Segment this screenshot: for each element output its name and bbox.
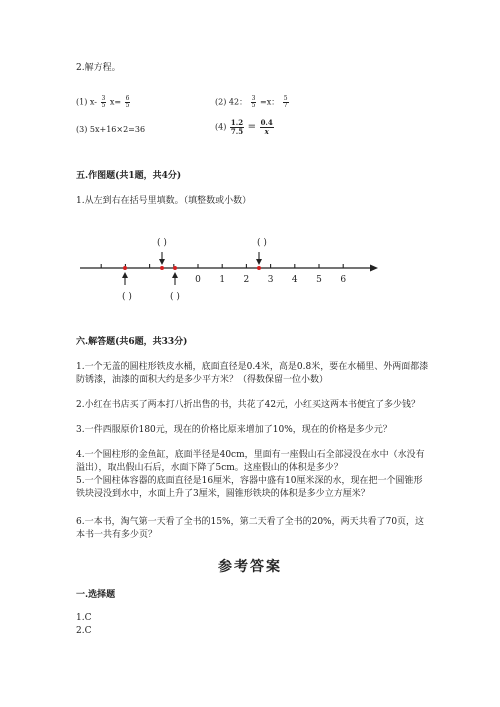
equation-4-fraction-2: $\frac{0.4}{x}$ [260, 118, 273, 136]
number-line-labels [195, 275, 346, 285]
equation-1-label: (1) [76, 97, 88, 107]
problem-5: 5.一个圆柱体容器的底面直径是16厘米，容器中盛有10厘米深的水，现在把一个圆锥形铁块浸没到水中，水面上升了3厘米，圆锥形铁块的体积是多少立方厘米？ [76, 476, 423, 499]
tick-label: 2 [243, 275, 250, 285]
equation-2-fraction-1: $\frac{3}{5}$ [251, 95, 256, 109]
point-marker [123, 266, 127, 270]
equation-3-expression: 5x+16×2=36 [89, 125, 146, 134]
equation-2-label: (2) [215, 97, 227, 107]
equation-4-fraction-1: $\frac{1.2}{7.5}$ [230, 118, 244, 136]
equation-heading: 2.解方程。 [76, 63, 121, 73]
arrow-down [159, 252, 165, 265]
arrow-up [122, 272, 128, 285]
arrow-down [256, 252, 262, 265]
problem-2: 2.小红在书店买了两本打八折出售的书，共花了42元，小红买这两本书便宜了多少钱？ [76, 400, 421, 410]
equation-4-equals: = [247, 121, 257, 133]
point-marker [257, 266, 261, 270]
equation-2-part-b: =x： [260, 97, 280, 107]
problem-6: 6.一本书，淘气第一天看了全书的15%，第二天看了全书的20%，两天共看了70页，这本书一共有多少页？ [76, 517, 425, 540]
answer-1: 1.C [76, 613, 92, 623]
answer-2: 2.C [76, 626, 92, 636]
tick-label: 4 [291, 275, 298, 285]
axis-arrowhead [370, 265, 378, 272]
blank-parentheses: ( ) [122, 292, 132, 302]
problem-1: 1.一个无盖的圆柱形铁皮水桶，底面直径是0.4米，高是0.8米，要在水桶里、外两面都漆防锈漆，油漆的面积大约是多少平方米？（得数保留一位小数） [76, 362, 429, 385]
section-5-question-1: 1.从左到右在括号里填数。（填整数或小数） [76, 196, 252, 206]
point-marker [173, 266, 177, 270]
tick-label: 0 [195, 275, 201, 285]
answer-key-title: 参考答案 [218, 559, 282, 575]
equation-2-part-a: 42： [228, 97, 248, 107]
section-6-title: 六.解答题(共6题，共33分) [76, 337, 188, 347]
equation-1-fraction-1: $\frac{3}{5}$ [101, 95, 106, 109]
arrow-up [172, 272, 178, 285]
tick-label: 3 [267, 275, 274, 285]
tick-label: 5 [316, 275, 322, 285]
equation-4-label: (4) [215, 122, 227, 132]
equation-2-fraction-2: $\frac{5}{7}$ [283, 95, 288, 109]
equation-1-fraction-2: $\frac{6}{5}$ [125, 95, 130, 109]
blank-parentheses: ( ) [170, 292, 180, 302]
point-marker [160, 266, 164, 270]
equation-3-label: (3) [76, 125, 88, 134]
tick-label: 1 [219, 275, 226, 285]
blank-parentheses: ( ) [257, 238, 267, 248]
blank-parentheses: ( ) [157, 238, 167, 248]
equation-1-part-b: x= [109, 97, 122, 107]
problem-4: 4.一个圆柱形的金鱼缸，底面半径是40cm，里面有一座假山石全部浸没在水中（水没有溢出），取出假山石后，水面下降了5cm。这座假山的体积是多少？ [76, 450, 425, 473]
problem-3: 3.一件西服原价180元，现在的价格比原来增加了10%，现在的价格是多少元？ [76, 425, 392, 435]
number-line-figure [0, 0, 500, 310]
answer-section-1-title: 一.选择题 [76, 590, 116, 600]
equation-1-part-a: x- [89, 97, 97, 107]
tick-label: 6 [340, 275, 347, 285]
section-5-title: 五.作图题(共1题，共4分) [76, 171, 182, 181]
